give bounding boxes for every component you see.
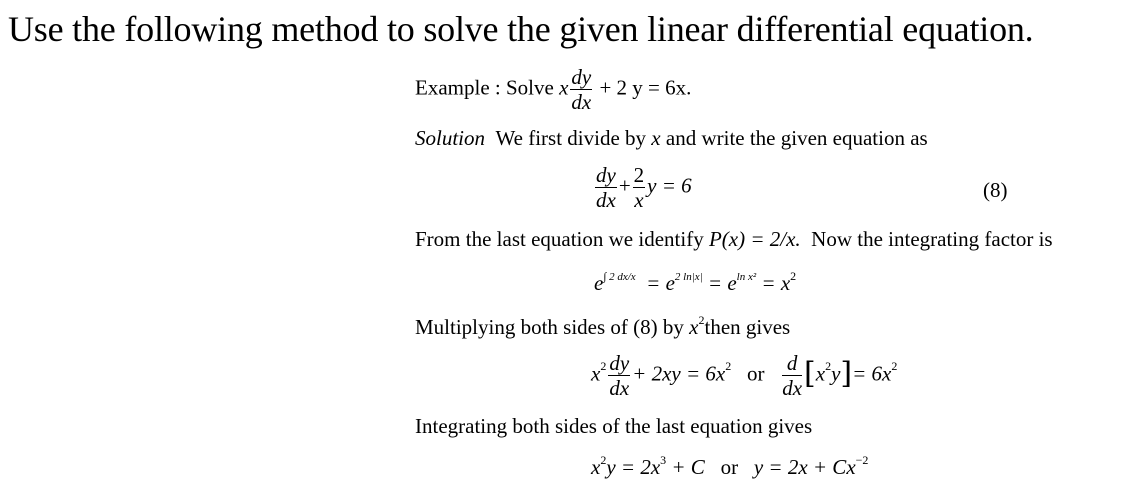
multiply-x: x: [689, 315, 699, 339]
multiplied-equation: [591, 352, 897, 399]
mult-rhs: = 6x: [852, 361, 892, 386]
example-x: x: [559, 75, 569, 100]
fraction-numerator: 2: [633, 163, 645, 187]
final-part-2: + C: [671, 455, 705, 479]
factor-exponent-2: 2 ln|x|: [674, 271, 703, 283]
final-sup: 2: [600, 453, 607, 467]
eq8-rest: y = 6: [647, 173, 692, 198]
example-rest: + 2 y = 6x.: [599, 75, 692, 100]
example-fraction: [570, 66, 592, 113]
identify-px: (x) = 2/x.: [721, 227, 801, 251]
fraction-denominator: dx: [782, 376, 803, 401]
fraction-denominator: dx: [596, 188, 616, 213]
fraction-denominator: dx: [571, 90, 592, 115]
equation-number: (8): [983, 178, 1008, 202]
derivative-fraction: [782, 352, 802, 399]
final-part-1: y = 2x: [606, 455, 661, 479]
example-prefix: Example : Solve: [415, 75, 554, 100]
eq8-plus: +: [618, 173, 631, 198]
fraction-denominator: dx: [609, 376, 630, 401]
fraction-numerator: dy: [609, 351, 630, 375]
left-bracket: [: [804, 355, 816, 391]
integrate-line: Integrating both sides of the last equation gives: [415, 414, 813, 438]
fraction-numerator: dy: [571, 65, 592, 89]
solution-var: x: [651, 126, 661, 150]
final-equation: [591, 453, 869, 479]
inner-x: x: [815, 361, 826, 386]
factor-exponent-4: 2: [790, 269, 797, 283]
factor-e: e: [594, 271, 604, 295]
multiply-text2: then gives: [704, 315, 791, 339]
mult-middle: + 2xy = 6x: [632, 361, 726, 386]
mult-x: x: [591, 361, 601, 386]
multiply-text: Multiplying both sides of (8) by: [415, 315, 684, 339]
mult-or: or: [746, 361, 765, 386]
factor-eq-2: = e: [707, 271, 737, 295]
final-x: x: [591, 455, 601, 479]
solution-text: We first divide by: [495, 126, 647, 150]
fraction-numerator: dy: [596, 163, 616, 187]
solution-line: [415, 128, 928, 149]
identify-line: [415, 229, 1053, 250]
final-part-3: y = 2x + Cx: [753, 455, 856, 479]
factor-exponent-3: ln x²: [736, 271, 757, 283]
page-title: Use the following method to solve the given linear differential equation.: [8, 9, 1034, 49]
fraction-numerator: d: [782, 352, 802, 376]
factor-exponent-1: ∫ 2 dx/x: [603, 271, 636, 283]
eq8-fraction-1: [595, 164, 617, 211]
identify-text2: Now the integrating factor is: [811, 227, 1053, 251]
mult-sup: 2: [600, 359, 607, 374]
right-bracket: ]: [840, 355, 853, 391]
mult-sup-2: 2: [725, 359, 732, 374]
example-line: [415, 66, 691, 113]
identify-text: From the last equation we identify: [415, 227, 704, 251]
mult-rhs-sup: 2: [891, 359, 898, 374]
equation-8: [593, 164, 692, 211]
mult-fraction: [608, 352, 630, 399]
final-sup-neg: −2: [855, 453, 869, 467]
multiply-sup: 2: [698, 313, 705, 327]
factor-line: [594, 269, 797, 295]
factor-eq-3: = x: [761, 271, 791, 295]
final-sup-3: 3: [660, 453, 667, 467]
solution-label: Solution: [415, 126, 486, 150]
inner-y: y: [831, 361, 841, 386]
eq8-fraction-2: [633, 164, 646, 211]
solution-text2: and write the given equation as: [665, 126, 928, 150]
fraction-denominator: x: [634, 188, 644, 213]
identify-p: P: [708, 227, 722, 251]
inner-sup: 2: [825, 359, 832, 374]
final-or: or: [720, 455, 739, 479]
factor-eq-1: = e: [646, 271, 675, 295]
multiply-line: [415, 313, 791, 339]
